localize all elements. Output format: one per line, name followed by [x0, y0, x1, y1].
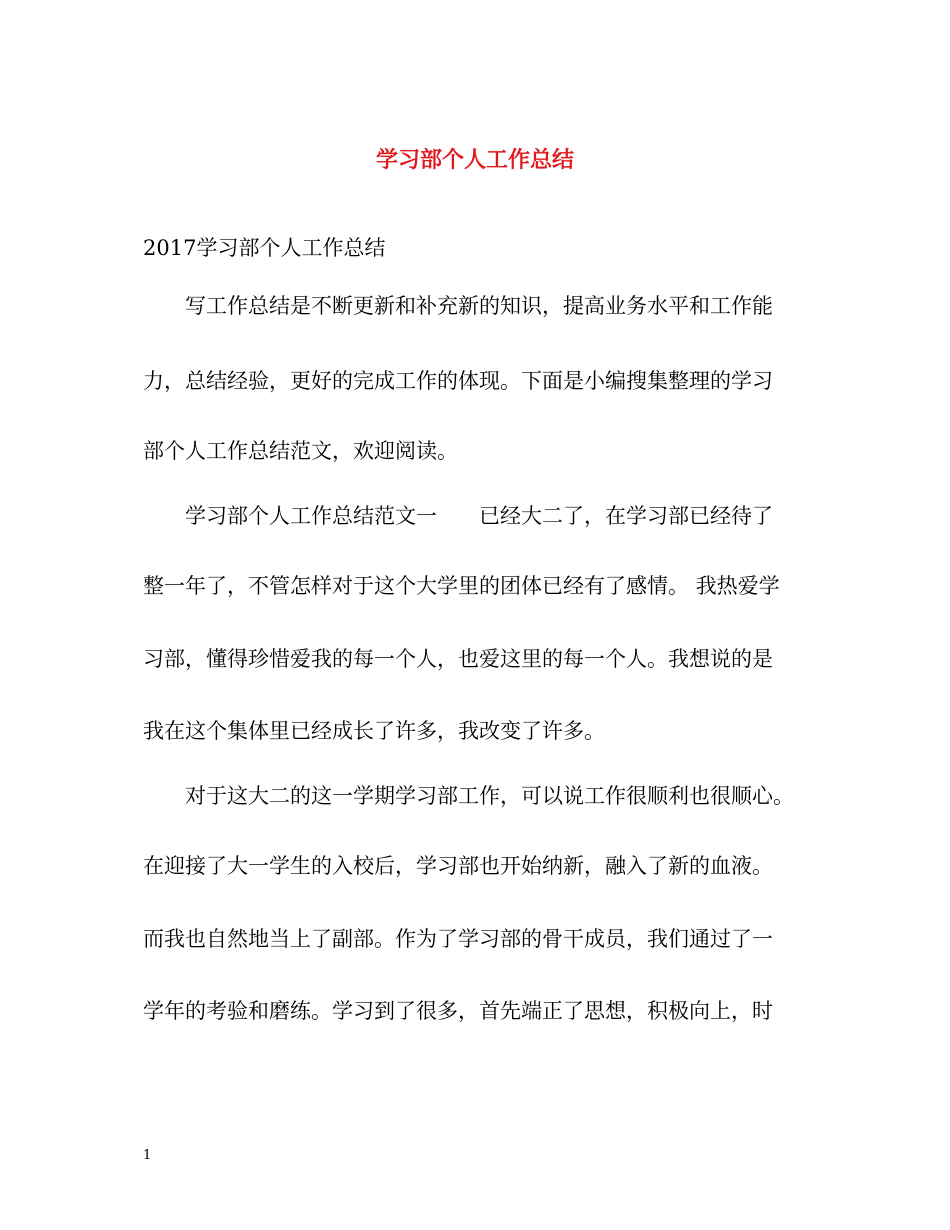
- paragraph-line: 整一年了，不管怎样对于这个大学里的团体已经有了感情。 我热爱学: [143, 574, 780, 598]
- paragraph-line: 部个人工作总结范文，欢迎阅读。: [143, 439, 458, 463]
- paragraph-line: 写工作总结是不断更新和补充新的知识，提高业务水平和工作能: [185, 294, 773, 318]
- paragraph-line: 而我也自然地当上了副部。作为了学习部的骨干成员，我们通过了一: [143, 927, 773, 951]
- paragraph-line: 我在这个集体里已经成长了许多，我改变了许多。: [143, 719, 605, 743]
- paragraph-line: 对于这大二的这一学期学习部工作，可以说工作很顺利也很顺心。: [185, 784, 794, 808]
- document-title: 学习部个人工作总结: [375, 147, 574, 173]
- paragraph-line: 学年的考验和磨练。学习到了很多，首先端正了思想，积极向上，时: [143, 999, 773, 1023]
- paragraph-line: 学习部个人工作总结范文一 已经大二了，在学习部已经待了: [185, 504, 773, 528]
- page-number: 1: [143, 1148, 152, 1163]
- paragraph-line: 习部，懂得珍惜爱我的每一个人，也爱这里的每一个人。我想说的是: [143, 647, 773, 671]
- paragraph-line: 力，总结经验，更好的完成工作的体现。下面是小编搜集整理的学习: [143, 369, 773, 393]
- paragraph-line: 在迎接了大一学生的入校后，学习部也开始纳新，融入了新的血液。: [143, 854, 773, 878]
- document-subtitle: 2017学习部个人工作总结: [143, 236, 386, 260]
